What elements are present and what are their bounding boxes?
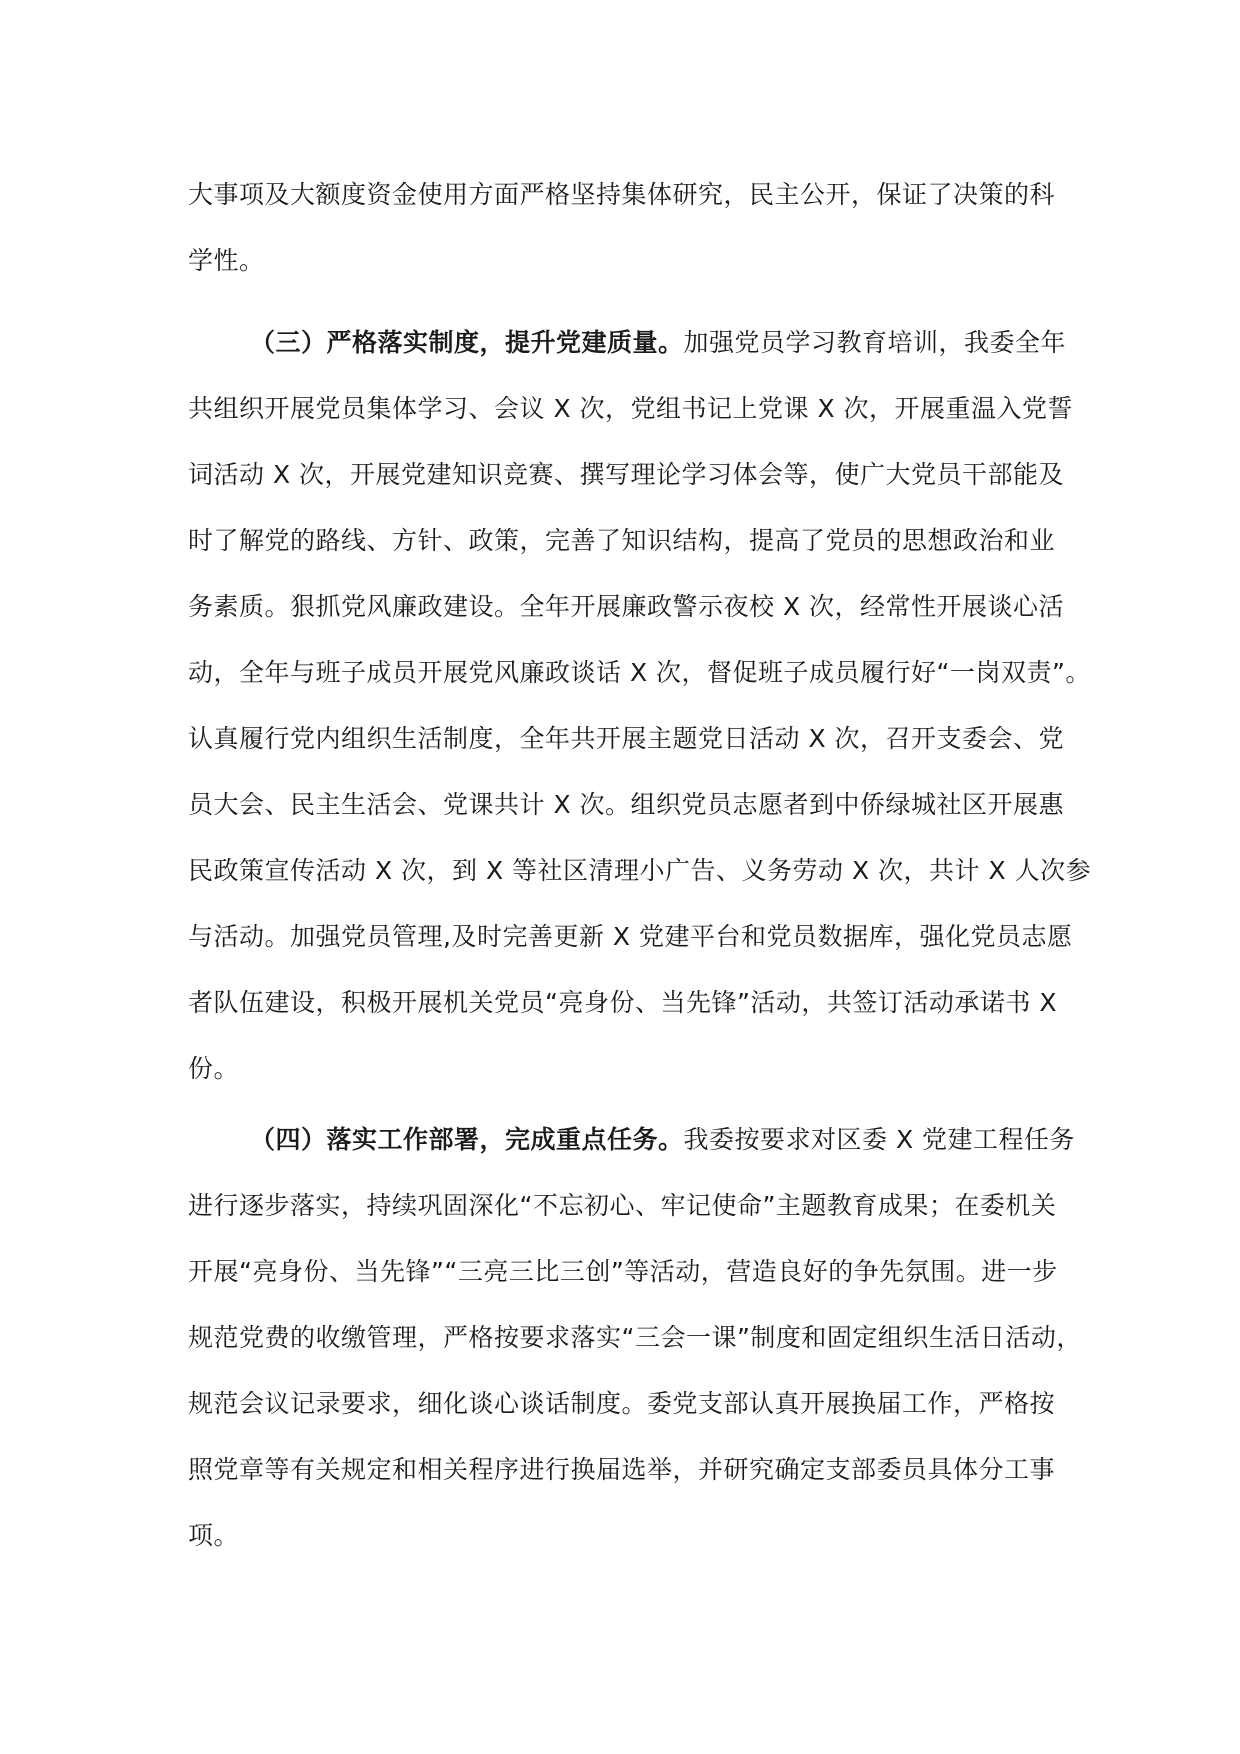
section-4-paragraph [188,1107,1082,1569]
text-line: 规范党费的收缴管理，严格按要求落实“三会一课”制度和固定组织生活日活动， [188,1323,1082,1352]
text-line: 开展“亮身份、当先锋”“三亮三比三创”等活动，营造良好的争先氛围。进一步 [188,1257,1058,1286]
text-line: 共组织开展党员集体学习、会议 X 次，党组书记上党课 X 次，开展重温入党誓 [188,394,1074,423]
text-line: 民政策宣传活动 X 次，到 X 等社区清理小广告、义务劳动 X 次，共计 X 人次参 [188,856,1092,885]
text-line: 学性。 [188,246,265,275]
text-line: 时了解党的路线、方针、政策，完善了知识结构，提高了党员的思想政治和业 [188,526,1056,555]
section-3-first-line-text: 加强党员学习教育培训，我委全年 [683,328,1067,357]
text-line: 务素质。狠抓党风廉政建设。全年开展廉政警示夜校 X 次，经常性开展谈心活 [188,592,1065,621]
text-line: 项。 [188,1521,240,1550]
section-4-first-line [188,1107,1076,1173]
text-line: 动，全年与班子成员开展党风廉政谈话 X 次，督促班子成员履行好“一岗双责”。 [188,658,1091,687]
text-line: 员大会、民主生活会、党课共计 X 次。组织党员志愿者到中侨绿城社区开展惠 [188,790,1065,819]
section-3-paragraph [188,310,1092,1102]
text-line: 者队伍建设，积极开展机关党员“亮身份、当先锋”活动，共签订活动承诺书 X [188,988,1057,1017]
text-line: 规范会议记录要求，细化谈心谈话制度。委党支部认真开展换届工作，严格按 [188,1389,1056,1418]
text-line: 与活动。加强党员管理,及时完善更新 X 党建平台和党员数据库，强化党员志愿 [188,922,1073,951]
section-4-first-line-text: 我委按要求对区委 X 党建工程任务 [683,1125,1076,1154]
text-line: 进行逐步落实，持续巩固深化“不忘初心、牢记使命”主题教育成果；在委机关 [188,1191,1057,1220]
text-line: 照党章等有关规定和相关程序进行换届选举，并研究确定支部委员具体分工事 [188,1455,1056,1484]
text-line: 词活动 X 次，开展党建知识竞赛、撰写理论学习体会等，使广大党员干部能及 [188,460,1065,489]
text-line: 认真履行党内组织生活制度，全年共开展主题党日活动 X 次，召开支委会、党 [188,724,1065,753]
text-line: 大事项及大额度资金使用方面严格坚持集体研究，民主公开，保证了决策的科 [188,180,1056,209]
section-3-first-line [188,310,1068,376]
paragraph-continued [188,162,1068,294]
text-line: 份。 [188,1054,240,1083]
section-4-heading: （四）落实工作部署，完成重点任务。 [250,1125,684,1154]
section-3-heading: （三）严格落实制度，提升党建质量。 [250,328,684,357]
